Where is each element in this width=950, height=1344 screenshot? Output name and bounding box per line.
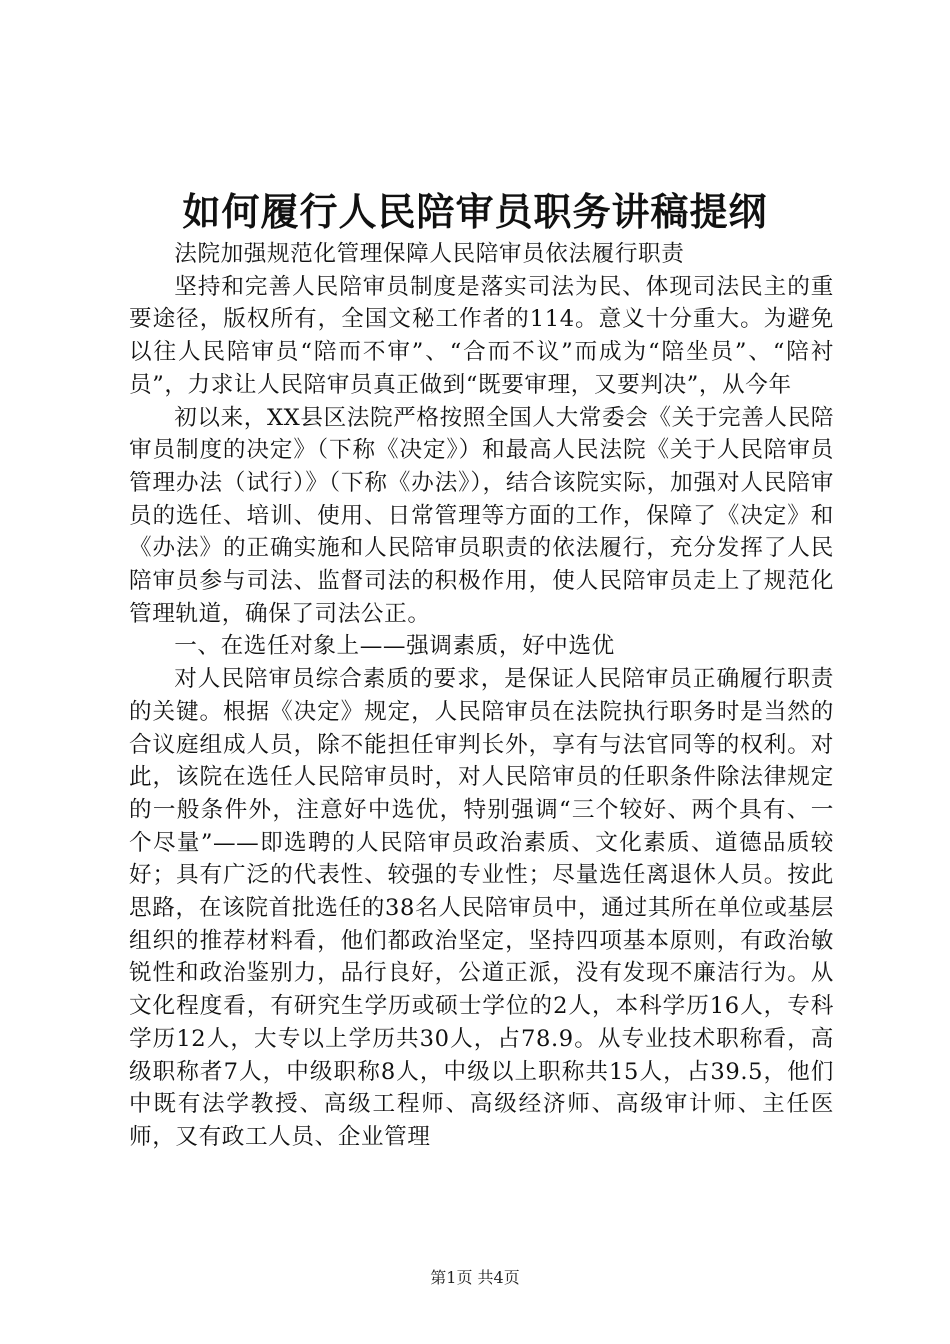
paragraph-subtitle: 法院加强规范化管理保障人民陪审员依法履行职责 [174,241,685,267]
document-body [129,238,834,1154]
page-footer: 第1页 共4页 [430,1268,520,1287]
paragraph: 初以来，XX县区法院严格按照全国人大常委会《关于完善人民陪审员制度的决定》（下称《决定》）和最高人民法院《关于人民陪审员管理办法（试行）》（下称《办法》），结合该院实际，加强对人民陪审员的选任、培训、使用、日常管理等方面的工作，保障了《决定》和《办法》的正确实施和人民陪审员职责的依法履行，充分发挥了人民陪审员参与司法、监督司法的积极作用，使人民陪审员走上了规范化管理轨道，确保了司法公正。 [129,404,834,627]
section-heading: 一、在选任对象上——强调素质，好中选优 [174,633,615,660]
paragraph: 对人民陪审员综合素质的要求，是保证人民陪审员正确履行职责的关键。根据《决定》规定，人民陪审员在法院执行职务时是当然的合议庭组成人员，除不能担任审判长外，享有与法官同等的权利。对此，该院在选任人民陪审员时，对人民陪审员的任职条件除法律规定的一般条件外，注意好中选优，特别强调“三个较好、两个具有、一个尽量”——即选聘的人民陪审员政治素质、文化素质、道德品质较好；具有广泛的代表性、较强的专业性；尽量选任离退休人员。按此思路，在该院首批选任的38名人民陪审员中，通过其所在单位或基层组织的推荐材料看，他们都政治坚定，坚持四项基本原则，有政治敏锐性和政治鉴别力，品行良好，公道正派，没有发现不廉洁行为。从文化程度看，有研究生学历或硕士学位的2人，本科学历16人，专科学历12人，大专以上学历共30人，占78.9。从专业技术职称看，高级职称者7人，中级职称8人，中级以上职称共15人，占39.5，他们中既有法学教授、高级工程师、高级经济师、高级审计师、主任医师，又有政工人员、企业管理 [129,666,834,1150]
paragraph: 坚持和完善人民陪审员制度是落实司法为民、体现司法民主的重要途径，版权所有，全国文秘工作者的114。意义十分重大。为避免以往人民陪审员“陪而不审”、“合而不议”而成为“陪坐员”、“陪衬员”，力求让人民陪审员真正做到“既要审理，又要判决”，从今年 [129,273,834,398]
document-title: 如何履行人民陪审员职务讲稿提纲 [182,189,768,234]
